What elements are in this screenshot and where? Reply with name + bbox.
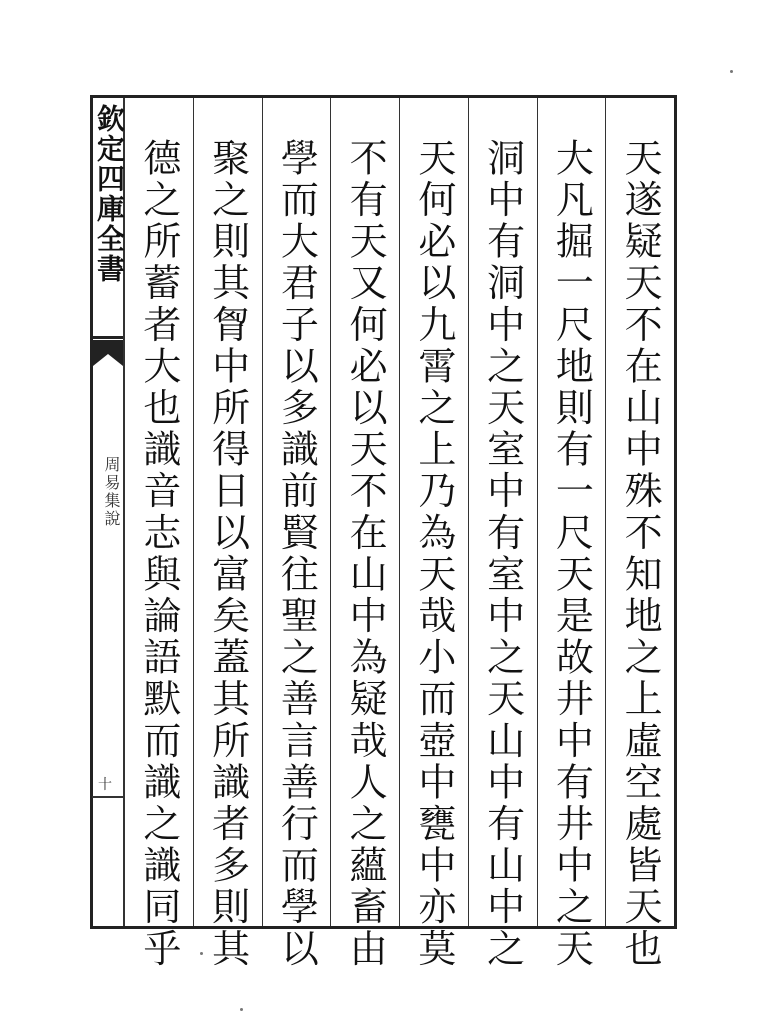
book-title: 周易集說 — [102, 456, 121, 528]
ink-speck — [730, 70, 733, 73]
collection-title: 欽定四庫全書 — [93, 104, 126, 284]
text-column — [262, 98, 331, 970]
text-columns — [124, 98, 674, 970]
text-column — [537, 98, 606, 970]
text-column — [399, 98, 468, 970]
text-column — [193, 98, 262, 970]
column-text: 學而大君子以多識前賢往聖之善言善行而學以 — [274, 138, 319, 970]
text-column — [605, 98, 674, 970]
folio-rule — [92, 796, 124, 798]
text-column — [468, 98, 537, 970]
text-column — [330, 98, 399, 970]
fishtail-mark-icon — [93, 336, 123, 368]
column-text: 不有天又何必以天不在山中為疑哉人之蘊畜由 — [343, 138, 388, 970]
folio-number: 十 — [98, 777, 112, 793]
column-text: 洞中有洞中之天室中有室中之天山中有山中之 — [480, 138, 525, 970]
column-text: 天何必以九霄之上乃為天哉小而壺中甕中亦莫 — [411, 138, 456, 970]
column-text: 大凡掘一尺地則有一尺天是故井中有井中之天 — [549, 138, 594, 970]
ink-speck — [200, 952, 203, 955]
column-text: 德之所蓄者大也識音志與論語默而識之識同乎 — [136, 138, 181, 970]
text-column — [124, 98, 193, 970]
column-text: 聚之則其胷中所得日以富矣蓋其所識者多則其 — [205, 138, 250, 970]
ink-speck — [240, 1008, 243, 1011]
column-text: 天遂疑天不在山中殊不知地之上虛空處皆天也 — [618, 138, 663, 970]
